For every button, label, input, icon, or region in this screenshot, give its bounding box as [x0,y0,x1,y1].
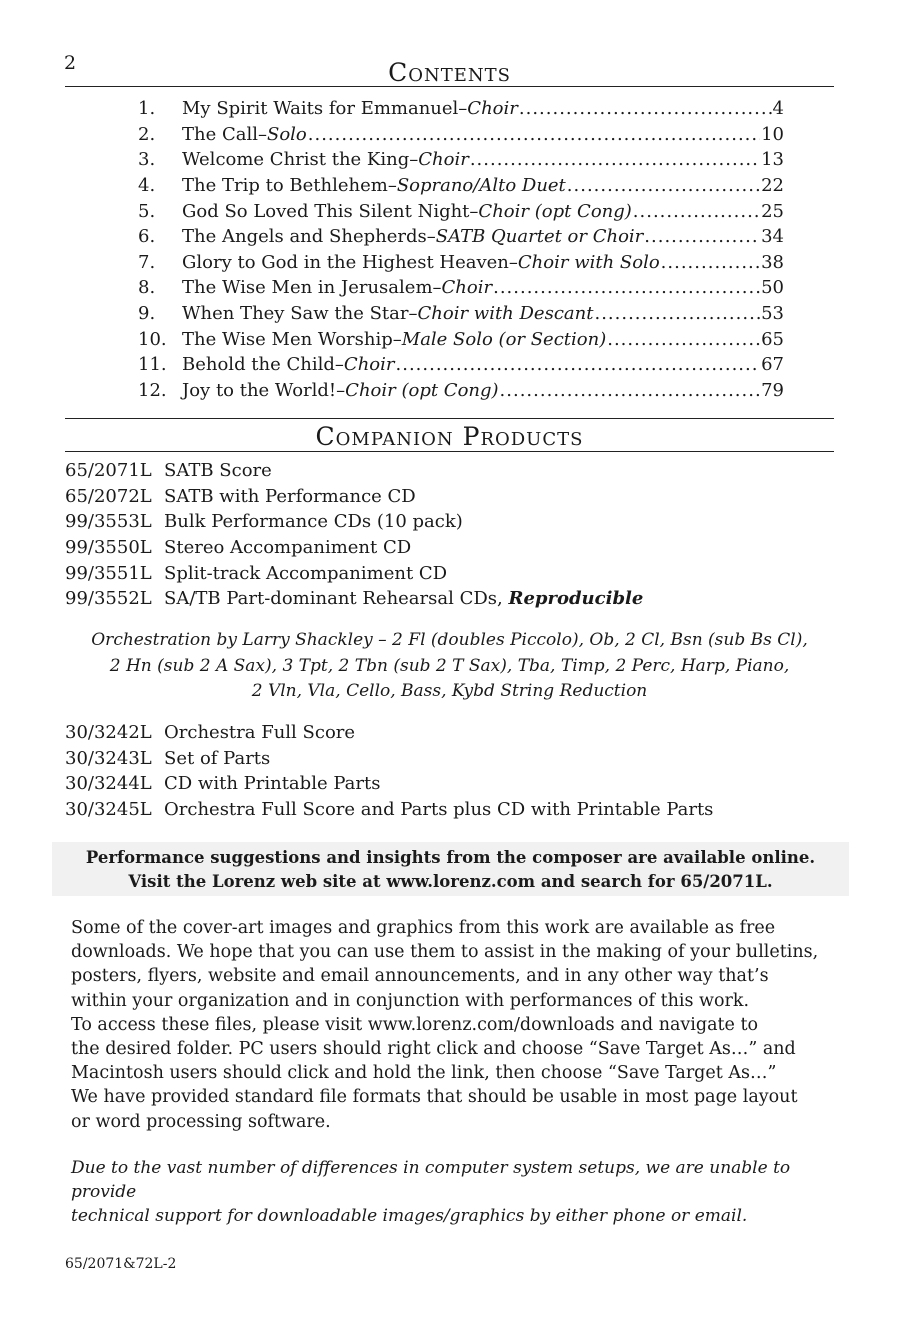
product-description: SA/TB Part-dominant Rehearsal CDs, Reproducible [164,588,644,610]
toc-number: 5. [138,200,156,222]
toc-page-number: 34 [761,226,784,248]
product-code: 65/2071L [65,460,152,482]
downloads-line: within your organization and in conjunction with performances of this work. [71,990,750,1011]
toc-number: 7. [138,251,156,273]
contents-title: Contents [388,58,511,87]
companion-top-rule [65,418,834,419]
toc-title: Glory to God in the Highest Heaven [182,251,509,273]
toc-title: Behold the Child [182,354,335,376]
product-code: 30/3243L [65,747,152,769]
toc-voicing: Male Solo (or Section) [401,328,607,350]
toc-voicing: Soprano/Alto Duet [396,175,566,197]
toc-number: 6. [138,226,156,248]
contents-rule [65,86,834,87]
toc-number: 8. [138,277,156,299]
product-description: SATB Score [164,460,272,482]
downloads-line: or word processing software. [71,1111,331,1132]
toc-page-number: 25 [761,200,784,222]
toc-entry [138,173,784,199]
toc-leader-dots [470,149,760,170]
disclaimer-paragraph [71,1156,831,1229]
product-code: 30/3242L [65,722,152,744]
contents-list [138,96,784,403]
product-code: 99/3550L [65,537,152,559]
page-number: 2 [64,52,77,74]
toc-leader-dots [308,124,760,145]
product-description: Orchestra Full Score and Parts plus CD with Printable Parts [164,799,714,821]
toc-number: 3. [138,149,156,171]
toc-page-number: 53 [761,303,784,325]
downloads-line: downloads. We hope that you can use them to assist in the making of your bulletins, [71,942,819,963]
downloads-line: To access these files, please visit www.lorenz.com/downloads and navigate to [71,1014,759,1035]
downloads-line: Some of the cover-art images and graphics from this work are available as free [71,918,776,938]
product-row [65,484,825,510]
toc-separator: – [334,354,344,376]
toc-leader-dots [633,201,760,222]
toc-entry [138,250,784,276]
product-code: 99/3553L [65,511,152,533]
toc-page-number: 10 [761,123,784,145]
toc-voicing: Solo [267,123,307,145]
product-description: Set of Parts [164,747,271,769]
toc-entry [138,198,784,224]
toc-page-number: 38 [761,251,784,273]
toc-separator: – [408,303,418,325]
toc-entry [138,122,784,148]
product-description: Bulk Performance CDs (10 pack) [164,511,463,533]
orchestra-product-row [65,720,825,746]
toc-number: 2. [138,123,156,145]
toc-separator: – [426,226,436,248]
footer-code: 65/2071&72L-2 [65,1256,177,1272]
toc-leader-dots [519,98,772,119]
toc-title: When They Saw the Star [182,303,409,325]
companion-rule [65,451,834,452]
toc-separator: – [409,149,419,171]
product-emphasis: Reproducible [508,588,644,610]
toc-leader-dots [594,303,760,324]
toc-voicing: Choir [467,98,518,120]
companion-products-list [65,458,825,612]
downloads-line: We have provided standard file formats that should be usable in most page layout [71,1087,798,1108]
toc-separator: – [432,277,442,299]
toc-separator: – [336,379,346,401]
toc-separator: – [469,200,479,222]
toc-title: God So Loved This Silent Night [182,200,470,222]
toc-title: The Call [182,123,258,145]
product-description: SATB with Performance CD [164,485,416,507]
toc-title: The Wise Men in Jerusalem [182,277,433,299]
toc-voicing: Choir [418,149,469,171]
product-code: 65/2072L [65,485,152,507]
online-notice-box [52,842,849,896]
product-description: CD with Printable Parts [164,773,381,795]
product-code: 99/3551L [65,562,152,584]
toc-number: 9. [138,303,156,325]
toc-entry [138,147,784,173]
toc-entry [138,301,784,327]
toc-number: 4. [138,175,156,197]
product-description: Stereo Accompaniment CD [164,537,412,559]
product-row [65,586,825,612]
toc-voicing: Choir with Descant [417,303,594,325]
toc-title: The Trip to Bethlehem [182,175,388,197]
toc-leader-dots [661,252,760,273]
toc-number: 11. [138,354,167,376]
toc-voicing: Choir [441,277,493,299]
orchestration-note [65,628,834,705]
orchestration-line: 2 Hn (sub 2 A Sax), 3 Tpt, 2 Tbn (sub 2 T Sax), Tba, Timp, 2 Perc, Harp, Piano, [109,655,790,676]
toc-voicing: Choir with Solo [517,251,660,273]
toc-voicing: Choir (opt Cong) [345,379,499,401]
toc-separator: – [508,251,518,273]
toc-number: 1. [138,98,156,120]
toc-title: Welcome Christ the King [182,149,410,171]
toc-page-number: 65 [761,328,784,350]
toc-title: The Angels and Shepherds [182,226,427,248]
toc-entry [138,326,784,352]
toc-entry [138,378,784,404]
toc-separator: – [387,175,397,197]
downloads-line: Macintosh users should click and hold the link, then choose “Save Target As…” [71,1063,777,1084]
companion-title: Companion Products [315,422,584,451]
product-description: Orchestra Full Score [164,722,356,744]
toc-number: 10. [138,328,167,350]
toc-separator: – [458,98,468,120]
downloads-line: posters, flyers, website and email announcements, and in any other way that’s [71,966,769,987]
orchestration-line: Orchestration by Larry Shackley – 2 Fl (doubles Piccolo), Ob, 2 Cl, Bsn (sub Bs Cl), [91,630,808,650]
toc-entry [138,224,784,250]
toc-voicing: Choir (opt Cong) [478,200,632,222]
toc-title: The Wise Men Worship [182,328,393,350]
orchestration-line: 2 Vln, Vla, Cello, Bass, Kybd String Reduction [251,681,648,701]
toc-entry [138,352,784,378]
product-row [65,535,825,561]
toc-leader-dots [396,354,761,375]
disclaimer-line: Due to the vast number of differences in computer system setups, we are unable to provide [71,1158,791,1203]
toc-page-number: 13 [761,149,784,171]
product-code: 30/3245L [65,799,152,821]
toc-entry [138,96,784,122]
toc-separator: – [258,123,267,145]
disclaimer-line: technical support for downloadable images/graphics by either phone or email. [71,1206,748,1227]
toc-title: My Spirit Waits for Emmanuel [182,98,459,120]
online-notice-line: Visit the Lorenz web site at www.lorenz.com and search for 65/2071L. [128,872,773,891]
toc-separator: – [392,328,402,350]
orchestra-product-row [65,771,825,797]
product-code: 30/3244L [65,773,152,795]
toc-page-number: 50 [761,277,784,299]
product-row [65,509,825,535]
toc-entry [138,275,784,301]
toc-voicing: Choir [343,354,395,376]
orchestra-product-row [65,797,825,823]
toc-page-number: 79 [761,379,784,401]
toc-leader-dots [500,380,761,401]
toc-leader-dots [644,226,760,247]
toc-page-number: 22 [761,175,784,197]
downloads-paragraph [71,916,831,1134]
toc-leader-dots [493,277,760,298]
product-row [65,458,825,484]
toc-voicing: SATB Quartet or Choir [435,226,644,248]
toc-title: Joy to the World! [182,379,337,401]
toc-number: 12. [138,379,167,401]
online-notice-line: Performance suggestions and insights from the composer are available online. [85,848,816,867]
orchestra-products-list [65,720,825,822]
toc-page-number: 4 [772,98,784,120]
downloads-line: the desired folder. PC users should right click and choose “Save Target As…” and [71,1039,796,1060]
toc-leader-dots [607,329,760,350]
orchestra-product-row [65,746,825,772]
toc-leader-dots [567,175,760,196]
product-code: 99/3552L [65,588,152,610]
product-description: Split-track Accompaniment CD [164,562,448,584]
toc-page-number: 67 [761,354,784,376]
product-row [65,560,825,586]
